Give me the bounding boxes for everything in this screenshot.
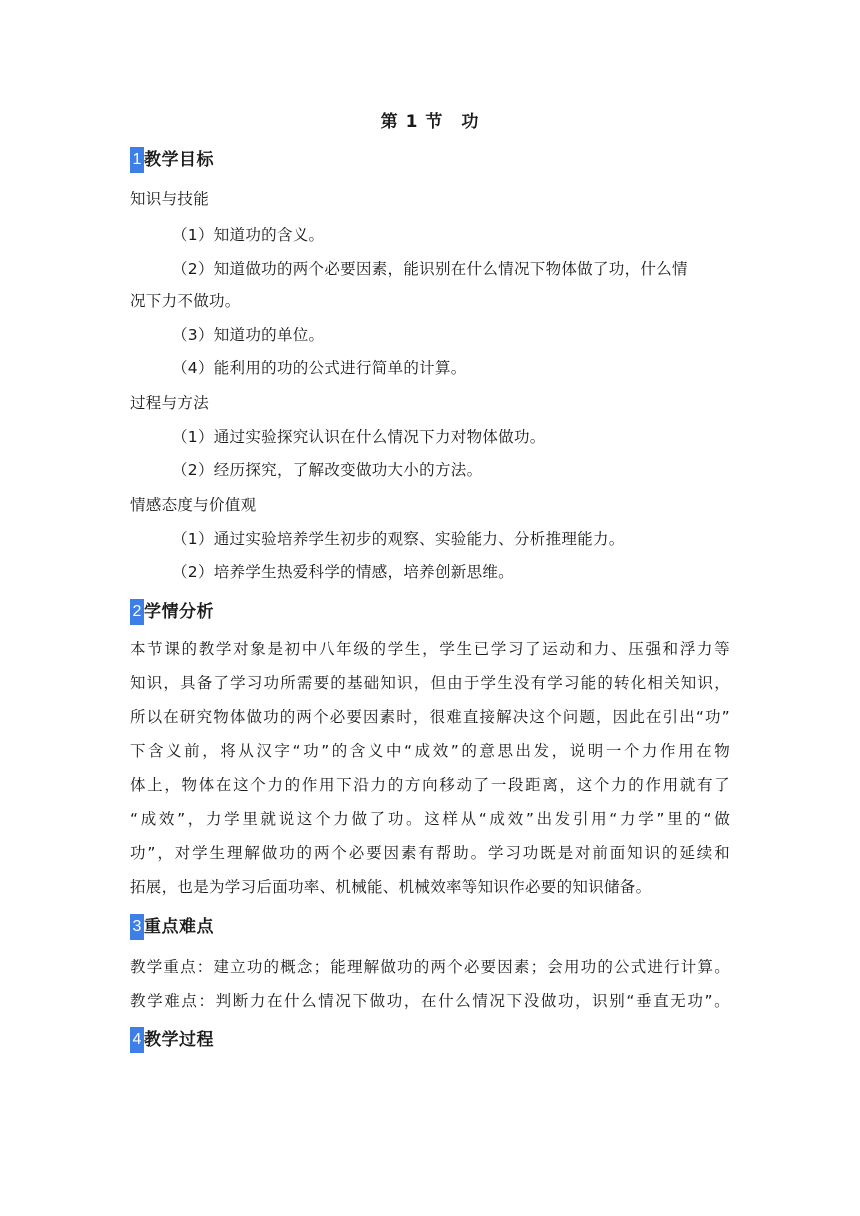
- analysis-line: 拓展，也是为学习后面功率、机械能、机械效率等知识作必要的知识储备。: [130, 878, 652, 896]
- section-title: 重点难点: [144, 917, 214, 937]
- analysis-line: “成效”，力学里就说这个力做了功。这样从“成效”出发引用“力学”里的“做: [130, 810, 730, 828]
- analysis-line: 下含义前，将从汉字“功”的含义中“成效”的意思出发，说明一个力作用在物: [130, 742, 730, 760]
- objective-item: （2）经历探究，了解改变做功大小的方法。: [172, 461, 483, 479]
- analysis-line: 知识，具备了学习功所需要的基础知识，但由于学生没有学习能的转化相关知识，: [130, 674, 730, 692]
- analysis-line: 本节课的教学对象是初中八年级的学生，学生已学习了运动和力、压强和浮力等: [130, 640, 730, 658]
- section-heading-analysis: [130, 600, 214, 624]
- analysis-line: 体上，物体在这个力的作用下沿力的方向移动了一段距离，这个力的作用就有了: [130, 776, 730, 794]
- section-heading-key-points: [130, 915, 214, 939]
- section-title: 教学目标: [144, 150, 214, 170]
- objective-item: （1）通过实验探究认识在什么情况下力对物体做功。: [172, 428, 546, 446]
- objective-item: （2）知道做功的两个必要因素，能识别在什么情况下物体做了功，什么情: [172, 260, 688, 278]
- objective-item: （2）培养学生热爱科学的情感，培养创新思维。: [172, 563, 514, 581]
- section-title: 学情分析: [144, 602, 214, 622]
- key-point-important: 教学重点：建立功的概念；能理解做功的两个必要因素；会用功的公式进行计算。: [130, 958, 730, 976]
- page-title: 第 1 节 功: [380, 112, 480, 132]
- subheading-knowledge: 知识与技能: [130, 190, 210, 208]
- section-number-badge: 1: [130, 147, 144, 173]
- subheading-attitude: 情感态度与价值观: [130, 496, 257, 514]
- objective-item: （1）通过实验培养学生初步的观察、实验能力、分析推理能力。: [172, 530, 625, 548]
- key-point-difficult: 教学难点：判断力在什么情况下做功，在什么情况下没做功，识别“垂直无功”。: [130, 992, 730, 1010]
- subheading-process: 过程与方法: [130, 394, 210, 412]
- analysis-line: 功”，对学生理解做功的两个必要因素有帮助。学习功既是对前面知识的延续和: [130, 844, 730, 862]
- section-heading-process: [130, 1028, 214, 1052]
- section-number-badge: 2: [130, 599, 144, 625]
- section-number-badge: 4: [130, 1027, 144, 1053]
- objective-item: （4）能利用的功的公式进行简单的计算。: [172, 359, 467, 377]
- objective-item: （1）知道功的含义。: [172, 226, 325, 244]
- objective-item-continued: 况下力不做功。: [130, 292, 241, 310]
- section-title: 教学过程: [144, 1030, 214, 1050]
- analysis-line: 所以在研究物体做功的两个必要因素时，很难直接解决这个问题，因此在引出“功”: [130, 708, 730, 726]
- section-number-badge: 3: [130, 914, 144, 940]
- section-heading-objectives: [130, 148, 214, 172]
- objective-item: （3）知道功的单位。: [172, 326, 325, 344]
